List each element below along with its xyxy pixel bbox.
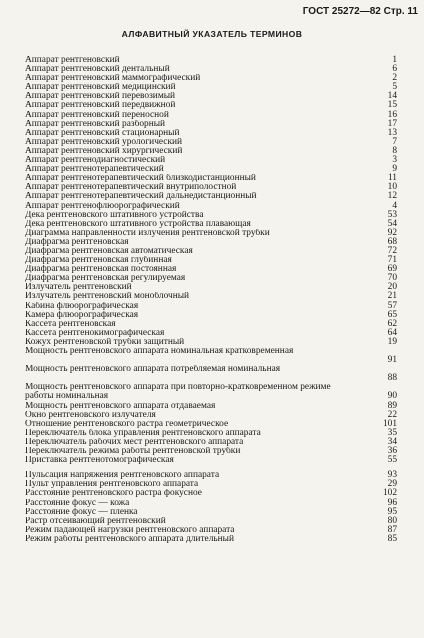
index-term: Камера флюорографическая <box>25 310 139 320</box>
index-term: Расстояние фокус — пленка <box>25 507 138 517</box>
index-page-number: 91 <box>387 355 397 366</box>
index-term: Аппарат рентгенотерапевтический внутриполостной <box>25 183 237 193</box>
index-term: Аппарат рентгеновский маммографический <box>25 74 201 84</box>
index-term: Растр отсеивающий рентгеновский <box>25 516 166 526</box>
index-entry <box>25 447 397 456</box>
index-entry <box>25 174 397 183</box>
index-term: Мощность рентгеновского аппарата потребляемая номинальная <box>25 365 281 375</box>
index-entry <box>25 480 397 489</box>
index-page-number: 8 <box>392 145 397 156</box>
index-term: Пульсация напряжения рентгеновского аппарата <box>25 471 220 481</box>
index-page-number: 80 <box>387 515 397 526</box>
index-entry <box>25 535 397 544</box>
index-term: Переключатель блока управления рентгеновского аппарата <box>25 428 261 438</box>
index-entry <box>25 347 397 365</box>
index-page-number: 93 <box>387 470 397 481</box>
index-page-number: 72 <box>387 245 397 256</box>
index-entry <box>25 311 397 320</box>
index-term: Дека рентгеновского штативного устройства плавающая <box>25 219 251 229</box>
index-page-number: 2 <box>392 73 397 84</box>
index-page-number: 96 <box>387 497 397 508</box>
index-term: Дека рентгеновского штативного устройства <box>25 210 204 220</box>
index-page-number: 11 <box>387 173 397 184</box>
index-entry <box>25 365 397 383</box>
index-term: Кассета рентгеновская <box>25 319 116 329</box>
index-term: Аппарат рентгеновский урологический <box>25 137 183 147</box>
index-entry <box>25 292 397 301</box>
index-entry <box>25 438 397 447</box>
index-page-number: 36 <box>387 446 397 457</box>
index-term: Переключатель режима работы рентгеновской трубки <box>25 447 241 457</box>
index-term: Диафрагма рентгеновская <box>25 237 129 247</box>
index-page-number: 12 <box>387 191 397 202</box>
index-term: Аппарат рентгенофлюорографический <box>25 201 180 211</box>
index-entry <box>25 56 397 65</box>
index-entry <box>25 283 397 292</box>
index-entry <box>25 147 397 156</box>
index-term: Излучатель рентгеновский моноблочный <box>25 292 190 302</box>
index-entry <box>25 247 397 256</box>
index-page-number: 29 <box>387 479 397 490</box>
index-entry <box>25 129 397 138</box>
index-page-number: 14 <box>387 91 397 102</box>
index-page-number: 34 <box>387 436 397 447</box>
index-entry <box>25 274 397 283</box>
index-term: Аппарат рентгеновский перевозимый <box>25 92 176 102</box>
index-entry <box>25 338 397 347</box>
index-page-number: 7 <box>392 136 397 147</box>
page-header: ГОСТ 25272—82 Стр. 11 <box>302 6 418 17</box>
index-entry <box>25 183 397 192</box>
index-entry <box>25 329 397 338</box>
index-page-number: 102 <box>382 488 397 499</box>
index-term: Аппарат рентгенотерапевтический дальнедистанционный <box>25 192 257 202</box>
index-term: Переключатель рабочих мест рентгеновского аппарата <box>25 437 244 447</box>
index-entry <box>25 120 397 129</box>
index-term: Режим работы рентгеновского аппарата длительный <box>25 534 234 544</box>
index-entry <box>25 101 397 110</box>
index-page-number: 5 <box>392 82 397 93</box>
index-page-number: 64 <box>387 327 397 338</box>
index-entry <box>25 138 397 147</box>
index-term: Аппарат рентгеновский <box>25 56 120 65</box>
index-entry <box>25 320 397 329</box>
index-term: Аппарат рентгенотерапевтический <box>25 165 164 175</box>
index-entry <box>25 402 397 411</box>
index-term: Мощность рентгеновского аппарата отдаваемая <box>25 401 216 411</box>
index-entry <box>25 229 397 238</box>
index-page-number: 16 <box>387 109 397 120</box>
index-page-number: 87 <box>387 524 397 535</box>
index-term: Окно рентгеновского излучателя <box>25 410 156 420</box>
index-term: Расстояние рентгеновского растра фокусное <box>25 489 202 499</box>
index-term: Аппарат рентгеновский хирургический <box>25 146 183 156</box>
index-term: Диаграмма направленности излучения рентгеновской трубки <box>25 228 270 238</box>
index-entry <box>25 456 397 465</box>
index-entry <box>25 238 397 247</box>
index-entry <box>25 202 397 211</box>
index-page-number: 88 <box>387 373 397 384</box>
index-term: Пульт управления рентгеновского аппарата <box>25 480 199 490</box>
index-term: Режим падающей нагрузки рентгеновского аппарата <box>25 525 235 535</box>
index-page-number: 17 <box>387 118 397 129</box>
index-term: Мощность рентгеновского аппарата номинальная кратковременная <box>25 347 294 356</box>
index-page-number: 68 <box>387 236 397 247</box>
index-page-number: 22 <box>387 409 397 420</box>
index-term: Аппарат рентгеновский стационарный <box>25 128 180 138</box>
index-page-number: 10 <box>387 182 397 193</box>
index-entry <box>25 302 397 311</box>
index-page-number: 4 <box>392 200 397 211</box>
index-page-number: 85 <box>387 533 397 544</box>
index-term: Диафрагма рентгеновская глубинная <box>25 256 172 266</box>
index-term: Аппарат рентгенотерапевтический близкодистанционный <box>25 174 256 184</box>
index-page-number: 3 <box>392 155 397 166</box>
index-entry <box>25 471 397 480</box>
index-page-number: 70 <box>387 273 397 284</box>
index-page-number: 90 <box>387 391 397 402</box>
index-page-number: 21 <box>387 291 397 302</box>
index-term: Диафрагма рентгеновская регулируемая <box>25 274 186 284</box>
index-page-number: 65 <box>387 309 397 320</box>
index-page-number: 92 <box>387 227 397 238</box>
index-page-number: 35 <box>387 427 397 438</box>
index-page-number: 62 <box>387 318 397 329</box>
index-entry <box>25 65 397 74</box>
index-entry <box>25 220 397 229</box>
index-term: Диафрагма рентгеновская постоянная <box>25 265 177 275</box>
index-term: Излучатель рентгеновский <box>25 283 132 293</box>
index-page-number: 101 <box>382 418 397 429</box>
index-entry <box>25 383 397 401</box>
index-page-number: 69 <box>387 264 397 275</box>
index-entry <box>25 526 397 535</box>
index-entry <box>25 489 397 498</box>
index-entry <box>25 74 397 83</box>
index-entry <box>25 211 397 220</box>
index-term: Аппарат рентгеновский разборный <box>25 119 166 129</box>
index-page-number: 19 <box>387 336 397 347</box>
index-entry <box>25 429 397 438</box>
index-term: Аппарат рентгенодиагностический <box>25 156 166 166</box>
index-entry <box>25 156 397 165</box>
index-page-number: 13 <box>387 127 397 138</box>
page-title: АЛФАВИТНЫЙ УКАЗАТЕЛЬ ТЕРМИНОВ <box>121 29 303 39</box>
index-entry <box>25 111 397 120</box>
term-index-list <box>25 56 397 544</box>
index-term: Приставка рентгенотомографическая <box>25 456 174 466</box>
index-entry <box>25 420 397 429</box>
index-entry <box>25 517 397 526</box>
index-page-number: 20 <box>387 282 397 293</box>
index-term: Аппарат рентгеновский медицинский <box>25 83 176 93</box>
index-page-number: 55 <box>387 455 397 466</box>
index-page-number: 54 <box>387 218 397 229</box>
index-page-number: 15 <box>387 100 397 111</box>
index-page-number: 6 <box>392 64 397 75</box>
index-term: Кабина флюорографическая <box>25 301 139 311</box>
index-entry <box>25 256 397 265</box>
index-term: Аппарат рентгеновский передвижной <box>25 101 176 111</box>
index-term: Отношение рентгеновского растра геометрическое <box>25 419 229 429</box>
index-entry <box>25 83 397 92</box>
index-entry <box>25 411 397 420</box>
index-term: Кассета рентгенокимографическая <box>25 328 165 338</box>
index-entry <box>25 192 397 201</box>
index-page-number: 9 <box>392 164 397 175</box>
index-page-number: 57 <box>387 300 397 311</box>
index-entry <box>25 508 397 517</box>
index-term: Аппарат рентгеновский дентальный <box>25 65 170 75</box>
index-entry <box>25 92 397 101</box>
index-term: Мощность рентгеновского аппарата при повторно-кратковременном режиме работы номинальная <box>25 383 331 402</box>
index-page-number: 53 <box>387 209 397 220</box>
index-entry <box>25 265 397 274</box>
index-page-number: 89 <box>387 400 397 411</box>
index-page-number: 1 <box>392 55 397 65</box>
index-page-number: 95 <box>387 506 397 517</box>
index-term: Диафрагма рентгеновская автоматическая <box>25 246 193 256</box>
index-term: Аппарат рентгеновский переносной <box>25 110 169 120</box>
index-term: Расстояние фокус — кожа <box>25 498 130 508</box>
index-page-number: 71 <box>387 255 397 266</box>
index-term: Кожух рентгеновской трубки защитный <box>25 337 185 347</box>
index-entry <box>25 499 397 508</box>
index-entry <box>25 165 397 174</box>
